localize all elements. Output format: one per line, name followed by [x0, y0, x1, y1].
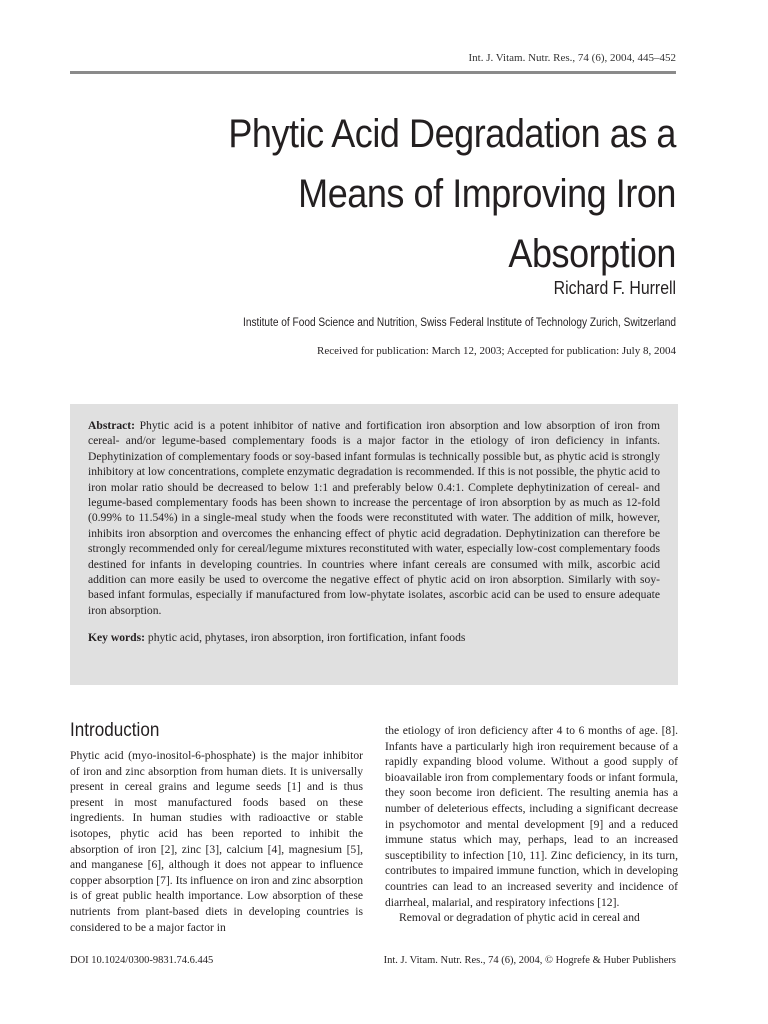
intro-paragraph-1: Phytic acid (myo-inositol-6-phosphate) is the major inhibitor of iron and zinc absorption from human diets. It is universally present in cereal grains and legume seeds [1] and is thus present in most manufactured foods based on these ingredients. In human studies with radioactive or stable isotopes, phytic acid has been reported to inhibit the absorption of iron [2], zinc [3], calcium [4], magnesium [5], and manganese [6], although it does not appear to influence copper absorption [7]. Its influence on iron and zinc absorption is of great public health importance. Low absorption of these nutrients from plant-based diets in developing countries is considered to be a major factor in	[70, 749, 363, 934]
intro-paragraph-3: Removal or degradation of phytic acid in cereal and	[399, 911, 640, 925]
title-line-1: Phytic Acid Degradation as a	[228, 112, 676, 156]
abstract-label: Abstract:	[88, 419, 136, 432]
footer-publisher: Int. J. Vitam. Nutr. Res., 74 (6), 2004, © Hogrefe & Huber Publishers	[383, 955, 676, 966]
body-column-left	[70, 748, 363, 935]
footer-doi: DOI 10.1024/0300-9831.74.6.445	[70, 955, 214, 966]
author-name: Richard F. Hurrell	[553, 278, 676, 298]
keywords-text: phytic acid, phytases, iron absorption, iron fortification, infant foods	[147, 631, 466, 645]
keywords-paragraph	[88, 630, 660, 645]
header-rule	[70, 71, 676, 74]
abstract-text: Phytic acid is a potent inhibitor of native and fortification iron absorption and low absorption of iron from cereal- and/or legume-based complementary foods is a major factor in the etiology of iron deficiency in infants. Dephytinization of complementary foods or soy-based infant formulas is technically possible but, as phytic acid is strongly inhibitory at low concentrations, complete enzymatic degradation is recommended. If this is not possible, the phytic acid to iron molar ratio should be decreased to below 1:1 and preferably below 0.4:1. Complete dephytinization of cereal- and legume-based complementary foods has been shown to increase the percentage of iron absorption by as much as 12-fold (0.99% to 11.54%) in a single-meal study when the foods were reconstituted with water. The addition of milk, however, inhibits iron absorption and overcomes the enhancing effect of phytic acid degradation. Dephytinization can therefore be strongly recommended only for cereal/legume mixtures reconstituted with water, especially low-cost complementary foods destined for infants in developing countries. In countries where infant cereals are consumed with milk, ascorbic acid addition can more easily be used to overcome the negative effect of phytic acid on iron absorption. Similarly with soy-based infant formulas, especially if manufactured from low-phytate isolates, ascorbic acid can be used to ensure adequate iron absorption.	[88, 419, 660, 617]
keywords-label: Key words:	[88, 631, 145, 645]
body-column-right	[385, 723, 678, 926]
intro-paragraph-2: the etiology of iron deficiency after 4 to 6 months of age. [8]. Infants have a particularly high iron requirement because of a rapidly expanding blood volume. Without a good supply of bioavailable iron from complementary foods or infant formula, they soon become iron deficient. The resulting anemia has a number of deleterious effects, including a significant decrease in psychomotor and mental development [9] and a reduced immune status which may, perhaps, lead to an increased susceptibility to infection [10, 11]. Zinc deficiency, in its turn, contributes to impaired immune function, which in developing countries can lead to an increased severity and incidence of diarrheal, malarial, and respiratory infections [12].	[385, 724, 678, 909]
title-line-3: Absorption	[508, 232, 676, 276]
author-affiliation: Institute of Food Science and Nutrition, Swiss Federal Institute of Technology Zurich, Switzerland	[243, 317, 676, 329]
abstract-box	[70, 404, 678, 685]
publication-dates: Received for publication: March 12, 2003; Accepted for publication: July 8, 2004	[317, 345, 676, 357]
abstract-paragraph	[88, 418, 660, 618]
section-heading-introduction: Introduction	[70, 720, 160, 741]
article-title	[136, 104, 676, 284]
journal-reference: Int. J. Vitam. Nutr. Res., 74 (6), 2004, 445–452	[468, 52, 676, 64]
title-line-2: Means of Improving Iron	[298, 172, 676, 216]
